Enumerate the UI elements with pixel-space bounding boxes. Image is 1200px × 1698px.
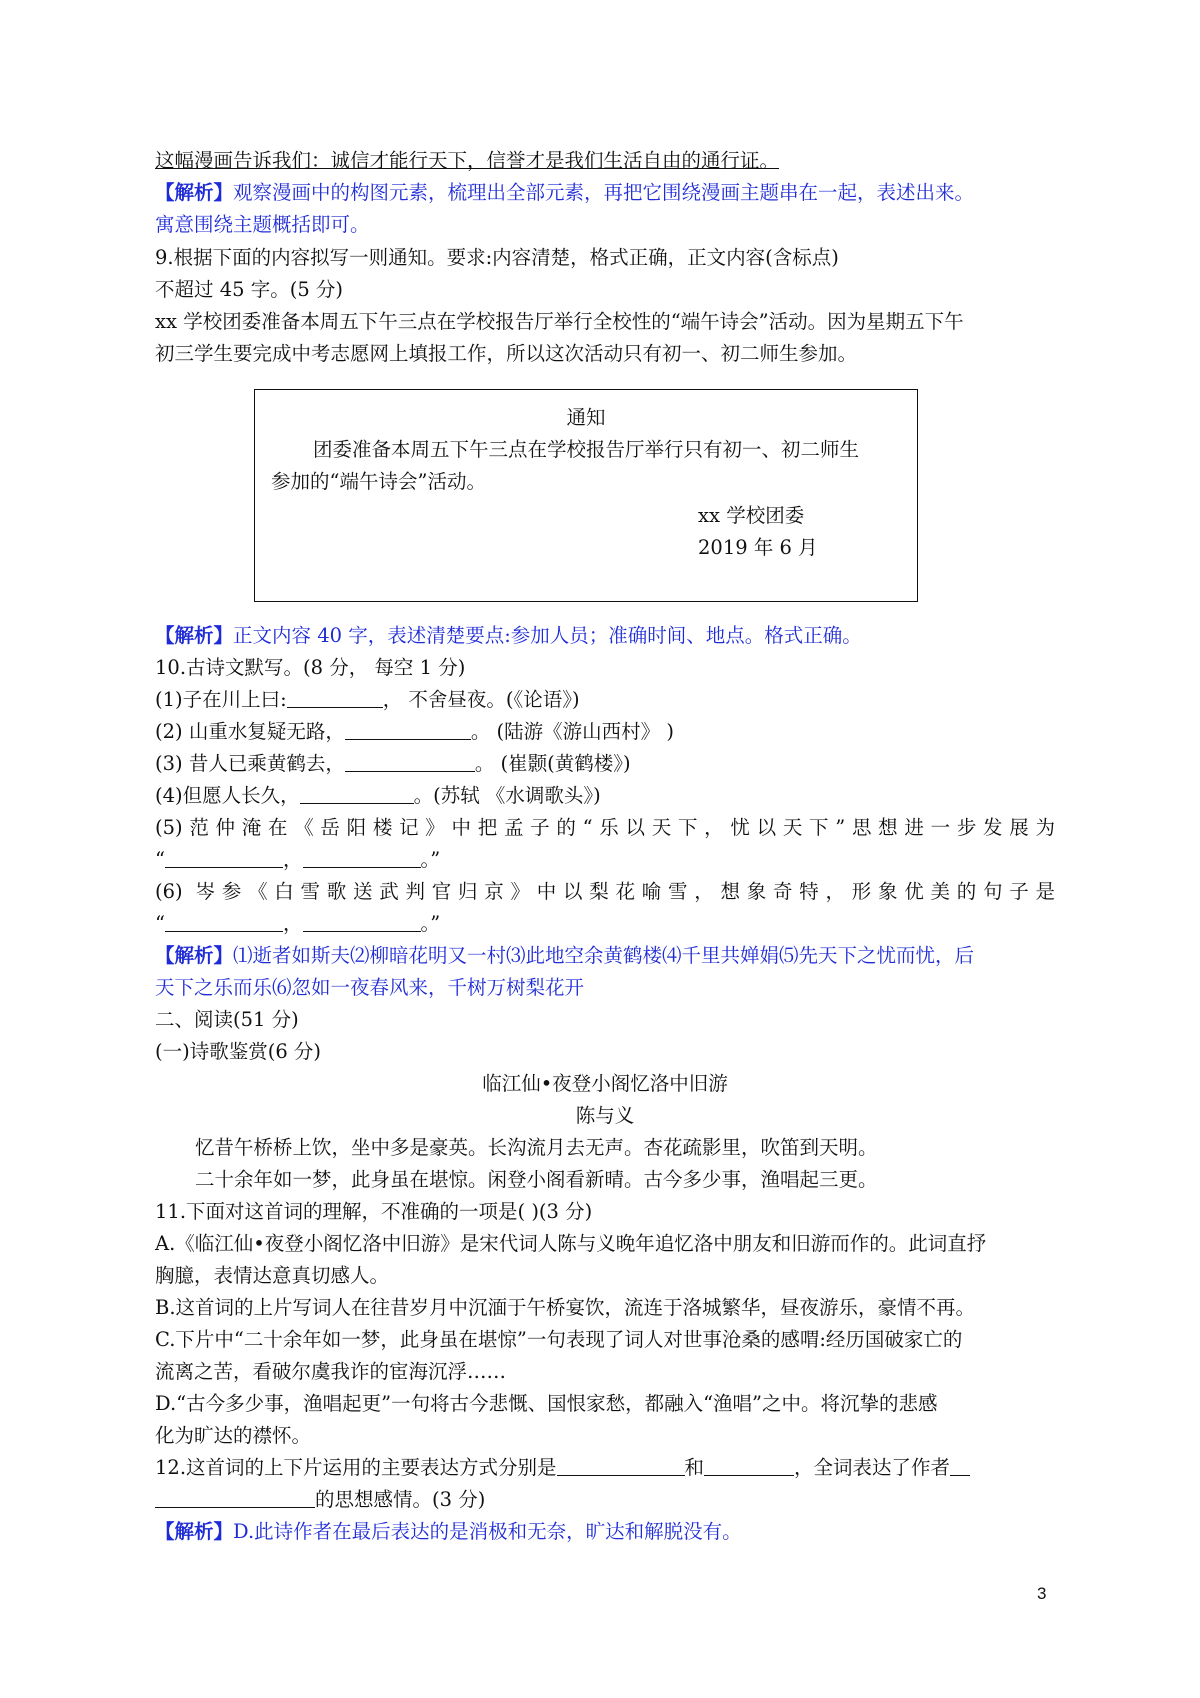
q9-analysis: [155, 620, 1055, 652]
answer-blank[interactable]: [303, 911, 421, 932]
poem-stanza-2: 二十余年如一梦，此身虽在堪惊。闲登小阁看新晴。古今多少事，渔唱起三更。: [195, 1168, 878, 1191]
answer-blank[interactable]: [300, 783, 414, 804]
notice-signature: xx 学校团委: [698, 504, 805, 527]
q10-item-2: [155, 716, 1055, 748]
comma: ，: [282, 848, 303, 871]
page-number: 3: [1037, 1584, 1047, 1603]
answer-blank[interactable]: [165, 847, 283, 868]
q10-item-1-text: (1)子在川上曰:: [155, 688, 287, 711]
q10-item-6-blanks: [155, 908, 1055, 940]
answer-blank[interactable]: [345, 751, 475, 772]
close-quote: 。”: [420, 848, 441, 871]
q10-item-5: (5)范仲淹在《岳阳楼记》中把孟子的“乐以天下，忧以天下”思想进一步发展为: [155, 816, 1055, 839]
q11-option-d-cont: 化为旷达的襟怀。: [155, 1424, 312, 1447]
q11-stem: 11.下面对这首词的理解，不准确的一项是( )(3 分): [155, 1200, 593, 1223]
notice-date: 2019 年 6 月: [698, 536, 818, 559]
q12-stem-text: 12.这首词的上下片运用的主要表达方式分别是: [155, 1456, 557, 1479]
q10-item-2-text: (2) 山重水复疑无路，: [155, 720, 345, 743]
q12-stem-end: 的思想感情。(3 分): [315, 1488, 486, 1511]
cartoon-answer-text: 这幅漫画告诉我们：诚信才能行天下，信誉才是我们生活自由的通行证。: [155, 149, 780, 172]
cartoon-answer: [155, 145, 1055, 177]
answer-blank[interactable]: [557, 1455, 685, 1476]
analysis-label: 【解析】: [155, 944, 234, 967]
answer-blank[interactable]: [345, 719, 471, 740]
subsection-title: (一)诗歌鉴赏(6 分): [155, 1040, 322, 1063]
answer-blank[interactable]: [704, 1455, 794, 1476]
q10-analysis: [155, 940, 1055, 972]
poem-stanza-1: 忆昔午桥桥上饮，坐中多是豪英。长沟流月去无声。杏花疏影里，吹笛到天明。: [195, 1136, 878, 1159]
q10-item-3-source: 。 (崔颢(黄鹤楼》): [474, 752, 631, 775]
answer-blank[interactable]: [287, 687, 383, 708]
q10-analysis-cont: 天下之乐而乐⑹忽如一夜春风来，千树万树梨花开: [155, 976, 585, 999]
open-quote: “: [155, 912, 165, 935]
q10-item-1-source: ， 不舍昼夜。(《论语》): [382, 688, 580, 711]
q11-option-a-cont: 胸臆，表情达意真切感人。: [155, 1264, 390, 1287]
analysis-label: 【解析】: [155, 181, 234, 204]
q10-item-4-source: 。(苏轼 《水调歌头》): [413, 784, 601, 807]
q11-option-a: A.《临江仙•夜登小阁忆洛中旧游》是宋代词人陈与义晚年追忆洛中朋友和旧游而作的。此词直抒: [155, 1232, 987, 1255]
q10-item-1: [155, 684, 1055, 716]
close-quote: 。”: [420, 912, 441, 935]
cartoon-analysis: [155, 177, 1055, 209]
poem-author: 陈与义: [575, 1104, 635, 1127]
q12-analysis: [155, 1516, 1055, 1548]
notice-title: 通知: [566, 406, 606, 429]
cartoon-analysis-cont: 寓意围绕主题概括即可。: [155, 213, 370, 236]
analysis-text: 正文内容 40 字，表述清楚要点:参加人员；准确时间、地点。格式正确。: [233, 624, 862, 647]
q12-stem: [155, 1452, 1055, 1484]
answer-blank[interactable]: [303, 847, 421, 868]
q11-option-d: D.“古今多少事，渔唱起更”一句将古今悲慨、国恨家愁，都融入“渔唱”之中。将沉挚的悲感: [155, 1392, 938, 1415]
q10-item-3-text: (3) 昔人已乘黄鹤去，: [155, 752, 345, 775]
notice-box: [254, 389, 918, 602]
q10-title: 10.古诗文默写。(8 分， 每空 1 分): [155, 656, 466, 679]
q9-material-cont: 初三学生要完成中考志愿网上填报工作，所以这次活动只有初一、初二师生参加。: [155, 342, 858, 365]
notice-body-cont: 参加的“端午诗会”活动。: [271, 470, 486, 493]
q10-item-4-text: (4)但愿人长久，: [155, 784, 300, 807]
q11-option-c: C.下片中“二十余年如一梦，此身虽在堪惊”一句表现了词人对世事沧桑的感喟:经历国破家亡的: [155, 1328, 963, 1351]
q10-item-2-source: 。 (陆游《游山西村》 ): [470, 720, 674, 743]
notice-body: 团委准备本周五下午三点在学校报告厅举行只有初一、初二师生: [313, 438, 860, 461]
q9-prompt: 9.根据下面的内容拟写一则通知。要求:内容清楚，格式正确，正文内容(含标点): [155, 246, 839, 269]
answer-blank[interactable]: [155, 1487, 315, 1508]
q10-item-5-blanks: [155, 844, 1055, 876]
section-title: 二、阅读(51 分): [155, 1008, 299, 1031]
q9-material: xx 学校团委准备本周五下午三点在学校报告厅举行全校性的“端午诗会”活动。因为星期五下午: [155, 310, 964, 333]
poem-title: 临江仙•夜登小阁忆洛中旧游: [482, 1072, 728, 1095]
analysis-text: D.此诗作者在最后表达的是消极和无奈，旷达和解脱没有。: [233, 1520, 742, 1543]
q10-item-3: [155, 748, 1055, 780]
q12-stem-text-2: ，全词表达了作者: [794, 1456, 951, 1479]
q9-prompt-cont: 不超过 45 字。(5 分): [155, 278, 344, 301]
q11-option-c-cont: 流离之苦，看破尔虞我诈的宦海沉浮……: [155, 1360, 507, 1383]
answer-blank[interactable]: [165, 911, 283, 932]
q12-stem-and: 和: [684, 1456, 705, 1479]
comma: ，: [282, 912, 303, 935]
q11-option-b: B.这首词的上片写词人在往昔岁月中沉湎于午桥宴饮，流连于洛城繁华，昼夜游乐，豪情不再。: [155, 1296, 976, 1319]
q10-item-4: [155, 780, 1055, 812]
q12-stem-cont: [155, 1484, 1055, 1516]
open-quote: “: [155, 848, 165, 871]
analysis-text: 观察漫画中的构图元素，梳理出全部元素，再把它围绕漫画主题串在一起，表述出来。: [233, 181, 975, 204]
q10-item-6: (6) 岑参《白雪歌送武判官归京》中以梨花喻雪，想象奇特，形象优美的句子是: [155, 880, 1055, 903]
analysis-label: 【解析】: [155, 624, 234, 647]
analysis-label: 【解析】: [155, 1520, 234, 1543]
answer-blank[interactable]: [950, 1455, 970, 1476]
analysis-text: ⑴逝者如斯夫⑵柳暗花明又一村⑶此地空余黄鹤楼⑷千里共婵娟⑸先天下之忧而忧，后: [233, 944, 975, 967]
